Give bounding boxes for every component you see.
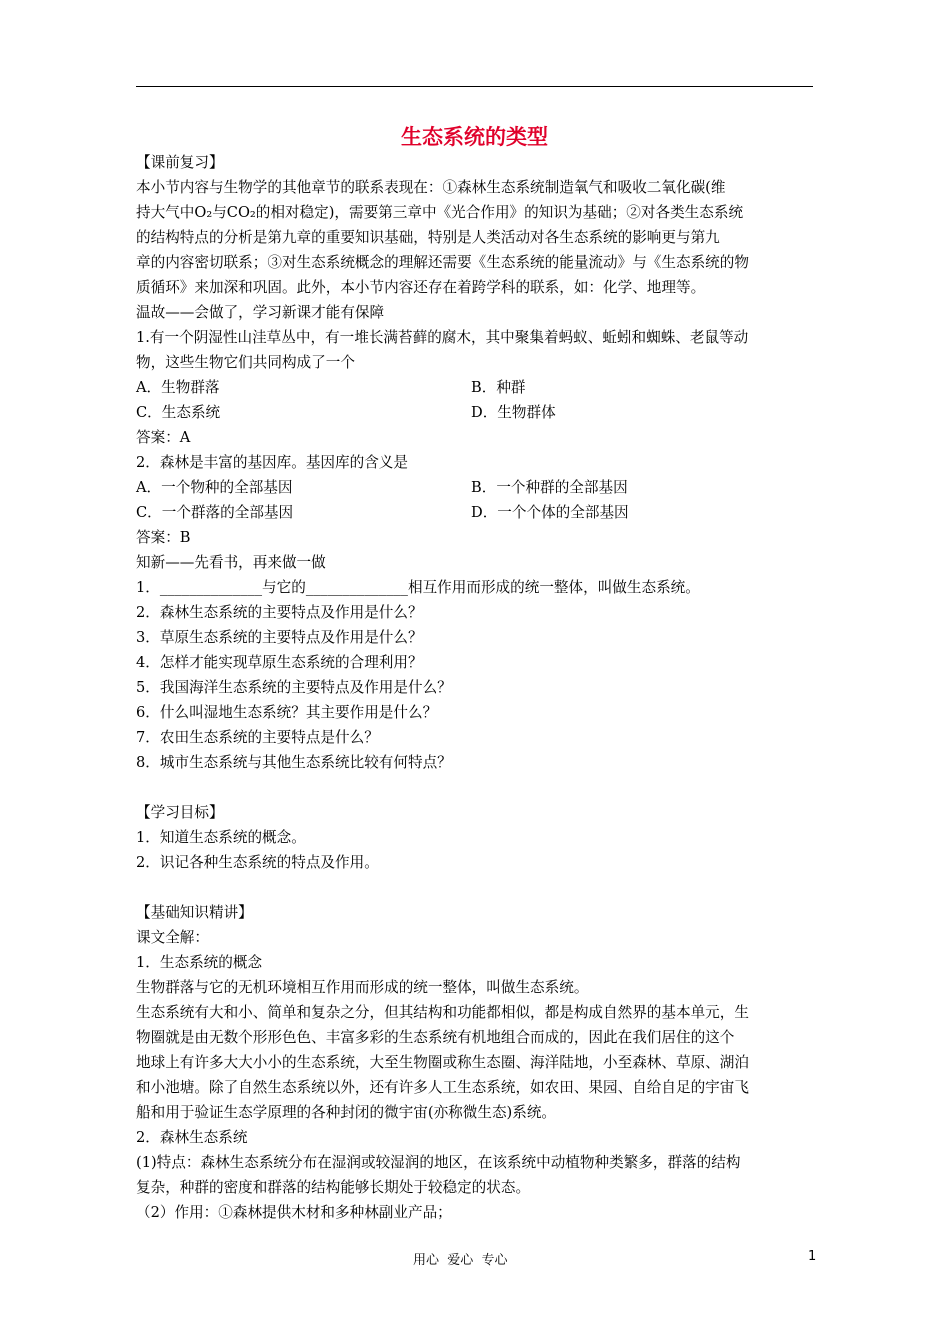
basics-line: （2）作用：①森林提供木材和多种林副业产品；: [136, 1204, 452, 1221]
intro-line: 本小节内容与生物学的其他章节的联系表现在：①森林生态系统制造氧气和吸收二氧化碳(维: [136, 179, 726, 196]
basics-line: 2．森林生态系统: [136, 1129, 248, 1146]
basics-line: (1)特点：森林生态系统分布在湿润或较湿润的地区，在该系统中动植物种类繁多，群落的结构: [136, 1154, 741, 1171]
question-1-options-row: [136, 375, 816, 400]
option-b: B．种群: [471, 379, 526, 396]
new-item: 7．农田生态系统的主要特点是什么？: [136, 729, 379, 746]
option-d: D．生物群体: [471, 404, 556, 421]
option-c: C．一个群落的全部基因: [136, 504, 294, 521]
question-1-stem: 1.有一个阴湿性山洼草丛中，有一堆长满苔藓的腐木，其中聚集着蚂蚁、蚯蚓和蜘蛛、老鼠等动: [136, 329, 749, 346]
option-b: B．一个种群的全部基因: [471, 479, 628, 496]
question-1-options-row: [136, 400, 816, 425]
question-2-stem: 2．森林是丰富的基因库。基因库的含义是: [136, 454, 408, 471]
intro-line: 质循环》来加深和巩固。此外，本小节内容还存在着跨学科的联系，如：化学、地理等。: [136, 279, 706, 296]
section-heading-review: 【课前复习】: [136, 154, 224, 171]
intro-line: 持大气中O₂与CO₂的相对稳定)，需要第三章中《光合作用》的知识为基础；②对各类生态系统: [136, 204, 744, 221]
goal-item: 2．识记各种生态系统的特点及作用。: [136, 854, 379, 871]
new-item: 1．______________与它的______________相互作用而形成的统一整体，叫做生态系统。: [136, 579, 700, 596]
option-d: D．一个个体的全部基因: [471, 504, 629, 521]
review-subheading: 温故——会做了，学习新课才能有保障: [136, 304, 385, 321]
document-body: [136, 150, 816, 1225]
basics-line: 生物群落与它的无机环境相互作用而形成的统一整体，叫做生态系统。: [136, 979, 589, 996]
basics-line: 复杂，种群的密度和群落的结构能够长期处于较稳定的状态。: [136, 1179, 531, 1196]
question-2-answer: 答案：B: [136, 529, 191, 546]
section-heading-basics: 【基础知识精讲】: [136, 904, 253, 921]
question-1-answer: 答案：A: [136, 429, 191, 446]
new-item: 3．草原生态系统的主要特点及作用是什么？: [136, 629, 423, 646]
basics-line: 1．生态系统的概念: [136, 954, 263, 971]
basics-line: 地球上有许多大大小小的生态系统，大至生物圈或称生态圈、海洋陆地，小至森林、草原、湖泊: [136, 1054, 749, 1071]
section-heading-goals: 【学习目标】: [136, 804, 224, 821]
page-number: 1: [808, 1249, 817, 1264]
page-title: 生态系统的类型: [401, 125, 548, 149]
question-2-options-row: [136, 475, 816, 500]
goal-item: 1．知道生态系统的概念。: [136, 829, 306, 846]
basics-line: 船和用于验证生态学原理的各种封闭的微宇宙(亦称微生态)系统。: [136, 1104, 557, 1121]
basics-line: 物圈就是由无数个形形色色、丰富多彩的生态系统有机地组合而成的，因此在我们居住的这个: [136, 1029, 735, 1046]
spacer: [136, 875, 816, 900]
option-a: A．一个物种的全部基因: [136, 479, 293, 496]
new-item: 5．我国海洋生态系统的主要特点及作用是什么？: [136, 679, 452, 696]
basics-line: 课文全解：: [136, 929, 209, 946]
new-item: 4．怎样才能实现草原生态系统的合理利用？: [136, 654, 423, 671]
new-item: 2．森林生态系统的主要特点及作用是什么？: [136, 604, 423, 621]
footer-motto: 用心 爱心 专心: [413, 1253, 508, 1268]
question-2-options-row: [136, 500, 816, 525]
new-item: 8．城市生态系统与其他生态系统比较有何特点？: [136, 754, 452, 771]
basics-line: 和小池塘。除了自然生态系统以外，还有许多人工生态系统，如农田、果园、自给自足的宇宙飞: [136, 1079, 749, 1096]
option-a: A．生物群落: [136, 379, 220, 396]
intro-line: 的结构特点的分析是第九章的重要知识基础，特别是人类活动对各生态系统的影响更与第九: [136, 229, 720, 246]
option-c: C．生态系统: [136, 404, 221, 421]
basics-line: 生态系统有大和小、简单和复杂之分，但其结构和功能都相似，都是构成自然界的基本单元，生: [136, 1004, 749, 1021]
new-knowledge-subheading: 知新——先看书，再来做一做: [136, 554, 326, 571]
intro-line: 章的内容密切联系；③对生态系统概念的理解还需要《生态系统的能量流动》与《生态系统的物: [136, 254, 749, 271]
header-rule: [136, 86, 813, 87]
question-1-stem: 物，这些生物它们共同构成了一个: [136, 354, 355, 371]
spacer: [136, 775, 816, 800]
new-item: 6．什么叫湿地生态系统？其主要作用是什么？: [136, 704, 438, 721]
